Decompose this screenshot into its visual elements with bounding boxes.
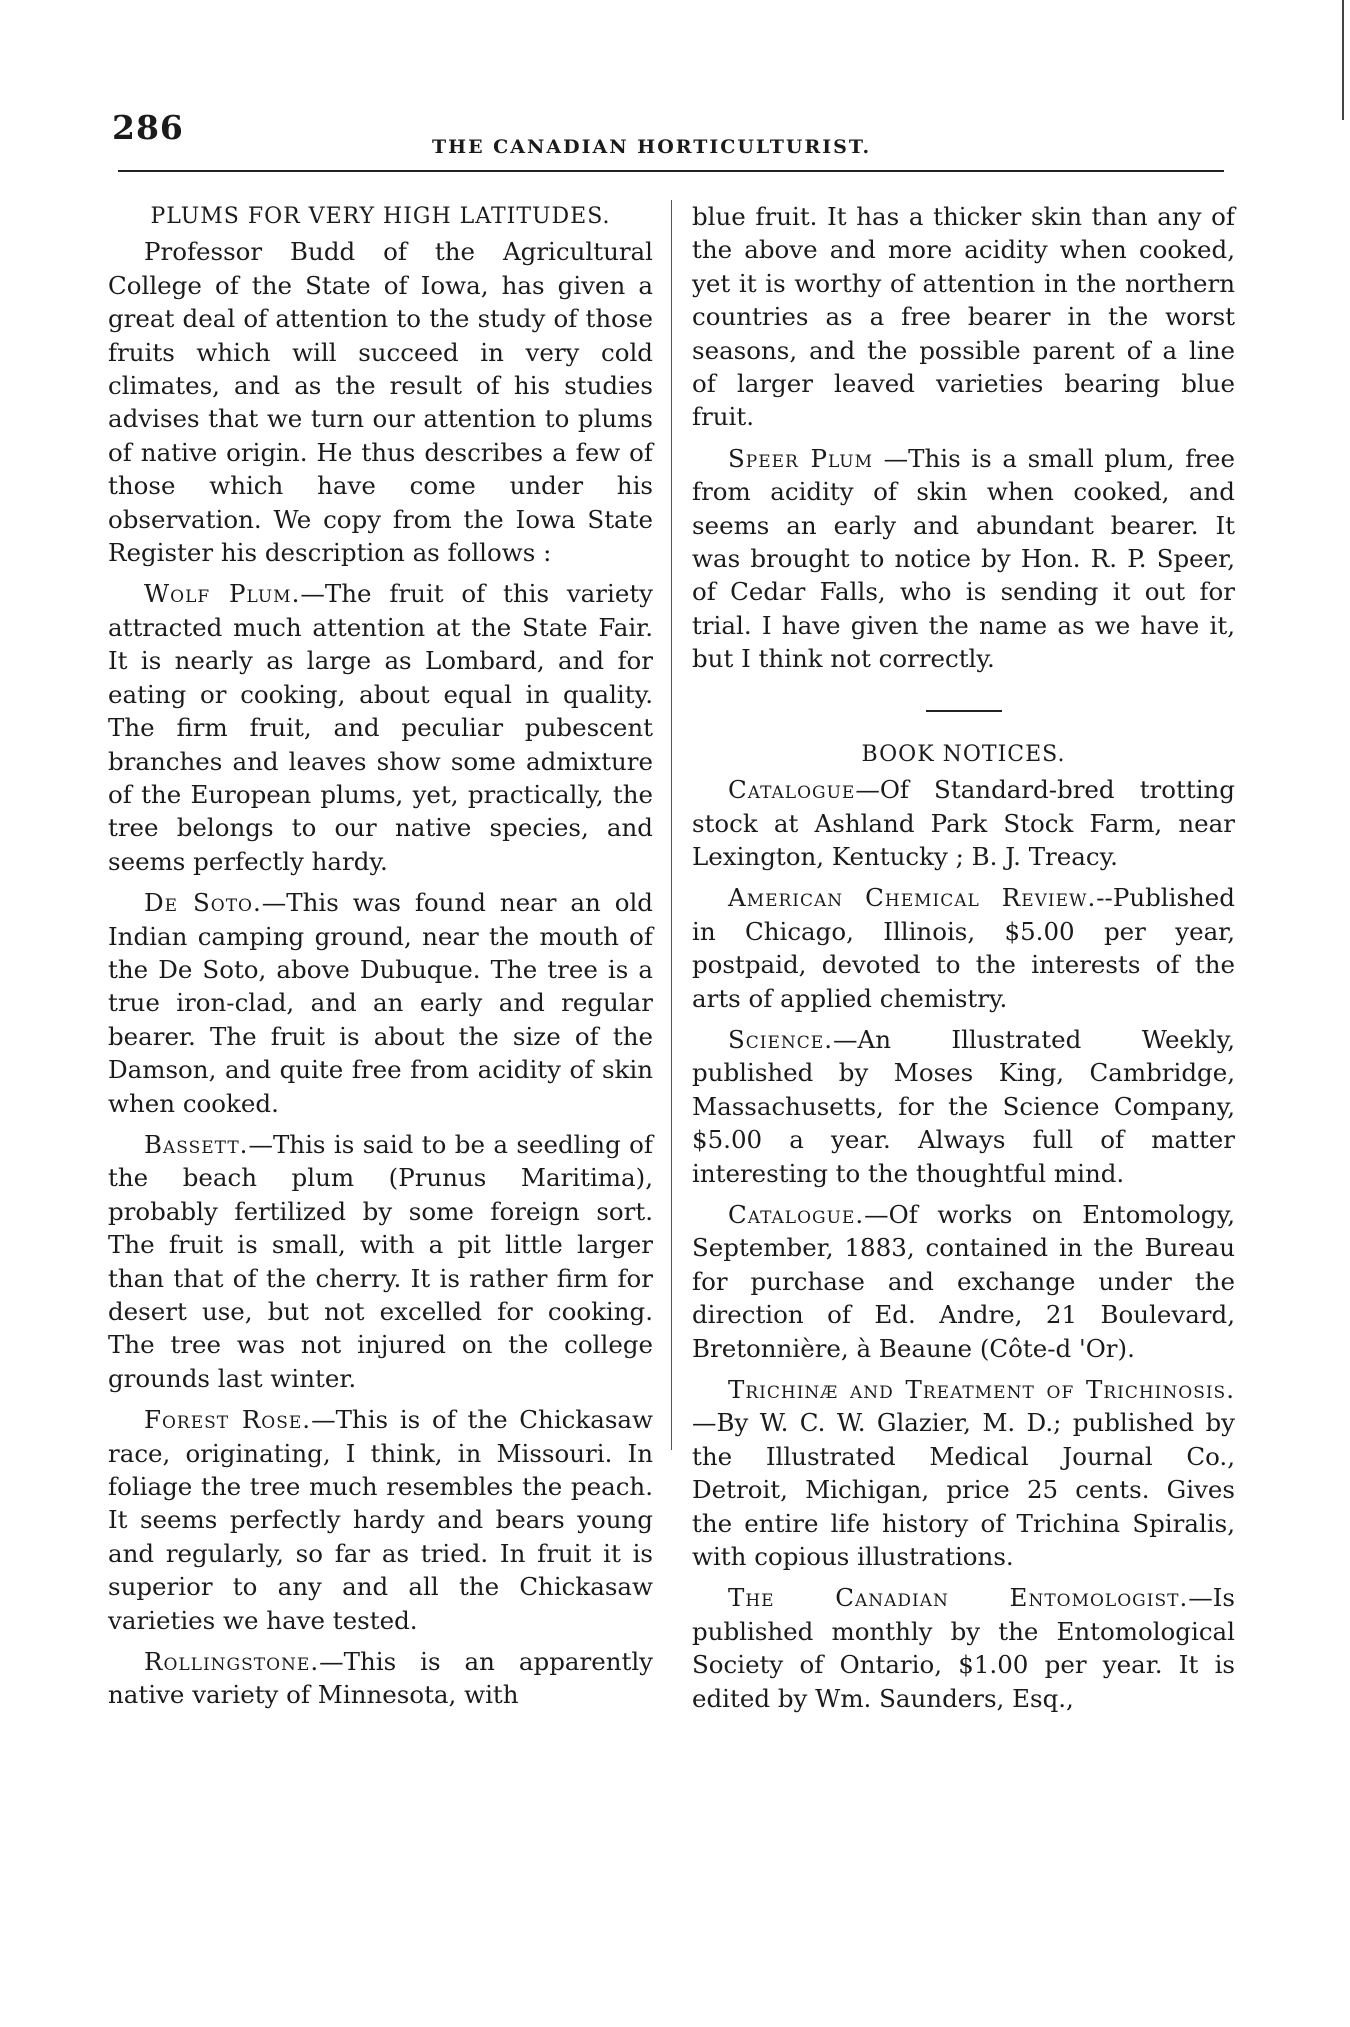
entry-name: Bassett.: [144, 1129, 249, 1159]
notice-paragraph: [692, 881, 1235, 1015]
notice-paragraph: [692, 1198, 1235, 1365]
notice-text: —Is published monthly by the Entomological Society of Ontario, $1.00 per year. It is edited by Wm. Saunders, Esq.,: [692, 1583, 1235, 1713]
entry-paragraph: [108, 886, 653, 1120]
column-divider: [671, 200, 672, 1450]
header-rule: [118, 170, 1224, 172]
page-header: [112, 108, 1236, 168]
article-intro: Professor Budd of the Agricultural College of the State of Iowa, has given a great deal of attention to the study of those fruits which will succeed in very cold climates, and as the result of his studies advises that we turn our attention to plums of native origin. He thus describes a few of those which have come under his observation. We copy from the Iowa State Register his description as follows :: [108, 237, 653, 568]
notice-name: Catalogue.: [728, 1199, 865, 1229]
entry-name: De Soto.: [144, 888, 262, 918]
notice-text: —By W. C. W. Glazier, M. D.; published by the Illustrated Medical Journal Co., Detroit, Michigan, price 25 cents. Gives the entire life history of Trichina Spiralis, with copious illustrations.: [692, 1408, 1235, 1572]
entry-paragraph: [108, 1645, 653, 1712]
book-notices-title: BOOK NOTICES.: [861, 741, 1066, 767]
notice-text: —An Illustrated Weekly, published by Moses King, Cambridge, Massachusetts, for the Science Company, $5.00 a year. Always full of matter interesting to the thoughtful mind.: [692, 1024, 1235, 1188]
page-number: 286: [112, 108, 184, 147]
entry-paragraph: [108, 1128, 653, 1395]
notice-paragraph: [692, 1373, 1235, 1573]
entry-paragraph: [108, 577, 653, 878]
entry-name: Wolf Plum.: [144, 579, 301, 609]
notice-text: —Of works on Entomology, September, 1883, contained in the Bureau for purchase and exchange under the direction of Ed. Andre, 21 Boulevard, Bretonnière, à Beaune (Côte-d 'Or).: [692, 1199, 1235, 1363]
notice-paragraph: [692, 1581, 1235, 1715]
entry-text: —This is a small plum, free from acidity of skin when cooked, and seems an early and abundant bearer. It was brought to notice by Hon. R. P. Speer, of Cedar Falls, who is sending it out for trial. I have given the name as we have it, but I think not correctly.: [692, 443, 1235, 674]
running-head: THE CANADIAN HORTICULTURIST.: [432, 136, 872, 158]
entry-text: —This is an apparently native variety of Minnesota, with: [108, 1647, 653, 1710]
entry-text: —This is of the Chickasaw race, originating, I think, in Missouri. In foliage the tree much resembles the peach. It seems perfectly hardy and bears young and regularly, so far as tried. In fruit it is superior to any and all the Chickasaw varieties we have tested.: [108, 1405, 653, 1635]
notice-name: Trichinæ and Treatment of Trichinosis.: [728, 1375, 1235, 1404]
entry-paragraph: [692, 442, 1235, 676]
left-column: [108, 200, 653, 1720]
entry-text: —The fruit of this variety attracted much attention at the State Fair. It is nearly as large as Lombard, and for eating or cooking, about equal in quality. The firm fruit, and peculiar pubescent branches and leaves show some admixture of the European plums, yet, practically, the tree belongs to our native species, and seems perfectly hardy.: [108, 579, 654, 876]
entry-name: Rollingstone.: [144, 1647, 320, 1677]
entry-text: —This is said to be a seedling of the beach plum (Prunus Maritima), probably fertilized by some foreign sort. The fruit is small, with a pit little larger than that of the cherry. It is rather firm for desert use, but not excelled for cooking. The tree was not injured on the college grounds last winter.: [108, 1129, 653, 1393]
notice-paragraph: [692, 773, 1235, 873]
entry-name: Speer Plum: [728, 443, 874, 473]
notice-name: American Chemical Review.: [728, 883, 1097, 913]
notice-name: The Canadian Entomologist.: [728, 1583, 1189, 1613]
notice-text: --Published in Chicago, Illinois, $5.00 per year, postpaid, devoted to the interests of the arts of applied chemistry.: [692, 883, 1235, 1013]
notice-text: —Of Standard-bred trotting stock at Ashland Park Stock Farm, near Lexington, Kentucky ; B. J. Treacy.: [692, 775, 1235, 871]
entry-name: Forest Rose.: [144, 1405, 312, 1435]
notice-name: Science.: [728, 1024, 833, 1054]
section-divider: [926, 710, 1002, 712]
right-column: [692, 200, 1235, 1723]
continued-paragraph: blue fruit. It has a thicker skin than any of the above and more acidity when cooked, yet it is worthy of attention in the northern countries as a free bearer in the worst seasons, and the possible parent of a line of larger leaved varieties bearing blue fruit.: [692, 202, 1235, 432]
notice-paragraph: [692, 1023, 1235, 1190]
article-title: PLUMS FOR VERY HIGH LATITUDES.: [150, 204, 611, 229]
entry-paragraph: [108, 1403, 653, 1637]
entry-text: —This was found near an old Indian camping ground, near the mouth of the De Soto, above Dubuque. The tree is a true iron-clad, and an early and regular bearer. The fruit is about the size of the Damson, and quite free from acidity of skin when cooked.: [108, 888, 653, 1118]
scan-edge-mark: [1342, 0, 1344, 120]
notice-name: Catalogue: [728, 775, 856, 805]
